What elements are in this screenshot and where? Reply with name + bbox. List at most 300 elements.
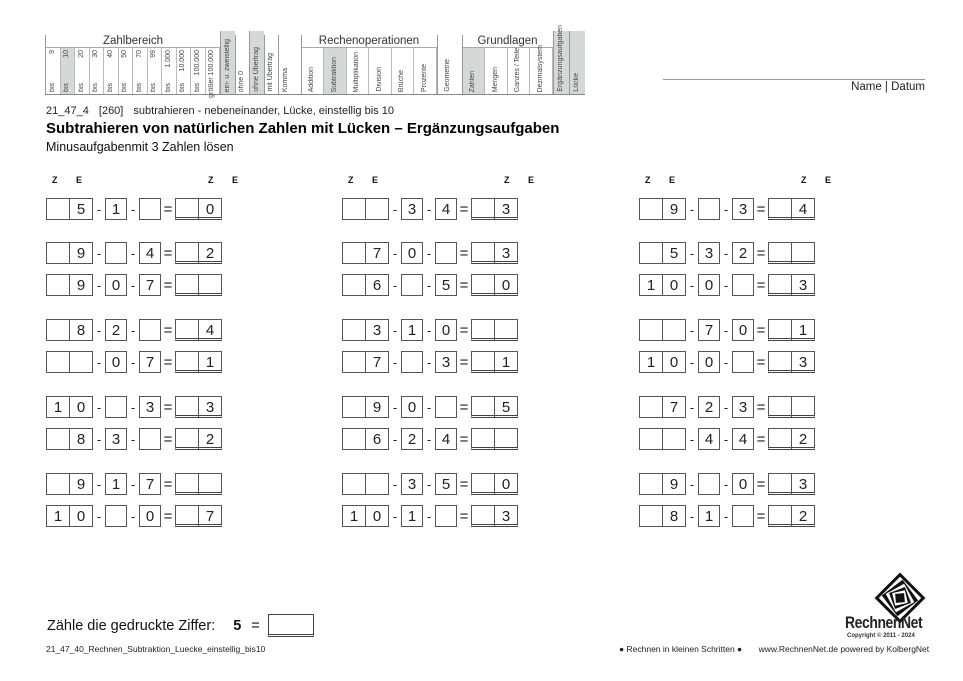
result-box[interactable] <box>471 428 518 450</box>
minuend-box[interactable] <box>639 319 686 341</box>
ones-cell[interactable]: 3 <box>494 243 517 263</box>
ones-cell[interactable]: 0 <box>69 397 92 417</box>
cell-bottom-label: bis <box>63 83 71 92</box>
ones-cell[interactable]: 5 <box>662 243 685 263</box>
result-box[interactable] <box>768 242 815 264</box>
minus-sign: - <box>96 399 102 415</box>
minus-sign: - <box>426 431 432 447</box>
subtrahend-1-box[interactable] <box>401 351 423 373</box>
tens-cell[interactable]: 1 <box>646 353 656 371</box>
minus-sign: - <box>392 322 398 338</box>
result-box[interactable] <box>175 319 222 341</box>
minuend-box[interactable] <box>342 428 389 450</box>
ones-cell[interactable] <box>198 275 221 295</box>
subtrahend-1-box[interactable]: 1 <box>105 198 127 220</box>
column-place-value-header <box>639 172 849 190</box>
cell-top-label: 40 <box>106 50 114 58</box>
tens-cell[interactable] <box>472 474 494 494</box>
minuend-box[interactable] <box>46 428 93 450</box>
tens-cell[interactable] <box>472 506 494 526</box>
cell-rechenoperationen-1 <box>324 48 347 94</box>
cell-zahlbereich-3 <box>90 48 105 94</box>
subtrahend-2-box[interactable]: 0 <box>139 505 161 527</box>
ones-cell[interactable]: 7 <box>365 352 388 372</box>
subtrahend-2-box[interactable]: 4 <box>139 242 161 264</box>
count-task-equals: = <box>251 617 260 634</box>
ones-cell[interactable]: 0 <box>365 506 388 526</box>
tens-cell[interactable] <box>472 397 494 417</box>
exercise-row <box>639 274 815 296</box>
cell-top-label: 30 <box>92 50 100 58</box>
ones-cell[interactable]: 3 <box>791 352 814 372</box>
subtrahend-1-box[interactable] <box>401 274 423 296</box>
category-table <box>45 25 585 98</box>
exercise-row <box>46 473 222 495</box>
subtrahend-2-box[interactable]: 5 <box>435 274 457 296</box>
tens-cell[interactable] <box>343 320 365 340</box>
ones-cell[interactable]: 9 <box>365 397 388 417</box>
result-box[interactable] <box>768 274 815 296</box>
exercise-row <box>639 428 815 450</box>
ones-cell[interactable] <box>69 352 92 372</box>
cell-label: Ganzes / Teile <box>514 47 522 92</box>
minuend-box[interactable] <box>342 505 389 527</box>
tens-cell[interactable] <box>472 320 494 340</box>
minuend-box[interactable] <box>639 198 686 220</box>
tens-cell[interactable] <box>769 199 791 219</box>
minus-sign: - <box>689 476 695 492</box>
minus-sign: - <box>723 399 729 415</box>
place-value-z: Z <box>208 175 214 185</box>
result-box[interactable] <box>471 242 518 264</box>
footer-slogan: ● Rechnen in kleinen Schritten ● <box>619 644 743 654</box>
ones-cell[interactable]: 0 <box>494 275 517 295</box>
result-box[interactable] <box>175 351 222 373</box>
subtrahend-2-box[interactable] <box>435 242 457 264</box>
minus-sign: - <box>392 245 398 261</box>
result-box[interactable] <box>471 198 518 220</box>
result-box[interactable] <box>768 396 815 418</box>
tens-cell[interactable] <box>472 199 494 219</box>
tens-cell[interactable] <box>769 429 791 449</box>
ones-cell[interactable]: 7 <box>198 506 221 526</box>
subtrahend-1-box[interactable]: 3 <box>401 198 423 220</box>
ones-cell[interactable]: 0 <box>494 474 517 494</box>
count-digit-task <box>47 614 314 637</box>
result-box[interactable] <box>768 351 815 373</box>
equals-sign: = <box>756 398 766 416</box>
minuend-box[interactable] <box>342 396 389 418</box>
minus-sign: - <box>392 201 398 217</box>
ones-cell[interactable]: 3 <box>494 506 517 526</box>
tens-cell[interactable] <box>343 397 365 417</box>
ones-cell[interactable] <box>791 397 814 417</box>
tens-cell[interactable] <box>472 429 494 449</box>
minuend-box[interactable] <box>342 274 389 296</box>
result-box[interactable] <box>175 198 222 220</box>
subtrahend-2-box[interactable]: 4 <box>435 198 457 220</box>
ones-cell[interactable]: 8 <box>69 320 92 340</box>
minus-sign: - <box>130 277 136 293</box>
cell-top-label: 10.000 <box>179 50 187 72</box>
cell-bottom-label: bis <box>92 83 100 92</box>
tens-cell[interactable] <box>343 199 365 219</box>
cell-top-label: 1.000 <box>164 50 172 68</box>
subtrahend-1-box[interactable]: 0 <box>105 274 127 296</box>
subtrahend-2-box[interactable]: 4 <box>435 428 457 450</box>
minuend-box[interactable] <box>639 428 686 450</box>
subtrahend-2-box[interactable] <box>732 274 754 296</box>
tens-cell[interactable] <box>640 474 662 494</box>
ones-cell[interactable]: 2 <box>791 429 814 449</box>
subtrahend-1-box[interactable]: 0 <box>401 396 423 418</box>
tens-cell[interactable]: 1 <box>646 276 656 294</box>
cell-bottom-label: bis <box>179 83 187 92</box>
result-box[interactable] <box>175 274 222 296</box>
tens-cell[interactable] <box>47 352 69 372</box>
subtrahend-1-box[interactable]: 2 <box>698 396 720 418</box>
subtrahend-1-box[interactable] <box>698 198 720 220</box>
subtrahend-2-box[interactable] <box>732 351 754 373</box>
minus-sign: - <box>96 201 102 217</box>
tens-cell[interactable] <box>769 275 791 295</box>
result-box[interactable] <box>175 505 222 527</box>
minuend-box[interactable] <box>639 505 686 527</box>
ones-cell[interactable] <box>662 429 685 449</box>
ones-cell[interactable]: 2 <box>791 506 814 526</box>
subtrahend-2-box[interactable]: 7 <box>139 473 161 495</box>
minuend-box[interactable] <box>46 505 93 527</box>
subtrahend-1-box[interactable]: 3 <box>401 473 423 495</box>
minus-sign: - <box>723 245 729 261</box>
ones-cell[interactable]: 6 <box>365 275 388 295</box>
cell-standalone_2-1 <box>569 31 585 94</box>
ones-cell[interactable]: 2 <box>198 243 221 263</box>
ones-cell[interactable]: 0 <box>662 275 685 295</box>
ones-cell[interactable]: 0 <box>69 506 92 526</box>
ones-cell[interactable]: 3 <box>791 474 814 494</box>
equals-sign: = <box>163 353 173 371</box>
minuend-box[interactable] <box>342 242 389 264</box>
subtrahend-2-box[interactable]: 5 <box>435 473 457 495</box>
cell-zahlbereich-8 <box>162 48 177 94</box>
ones-cell[interactable]: 5 <box>69 199 92 219</box>
cell-zahlbereich-5 <box>119 48 134 94</box>
ones-cell[interactable]: 7 <box>662 397 685 417</box>
tens-cell[interactable] <box>343 275 365 295</box>
tens-cell[interactable] <box>47 474 69 494</box>
subtrahend-2-box[interactable] <box>435 396 457 418</box>
exercise-row <box>639 396 815 418</box>
minus-sign: - <box>426 322 432 338</box>
result-box[interactable] <box>471 473 518 495</box>
place-value-z: Z <box>504 175 510 185</box>
tens-cell[interactable] <box>176 243 198 263</box>
subtrahend-1-box[interactable] <box>105 505 127 527</box>
count-answer-box[interactable] <box>268 614 314 637</box>
tens-cell[interactable] <box>769 506 791 526</box>
subtrahend-2-box[interactable]: 3 <box>732 198 754 220</box>
cell-label: ohne Übertrag <box>252 47 260 92</box>
ones-cell[interactable]: 9 <box>69 474 92 494</box>
subtrahend-2-box[interactable] <box>139 428 161 450</box>
tens-cell[interactable] <box>47 275 69 295</box>
subtrahend-1-box[interactable]: 0 <box>698 351 720 373</box>
minuend-box[interactable] <box>639 396 686 418</box>
subtrahend-2-box[interactable]: 0 <box>732 473 754 495</box>
tens-cell[interactable] <box>343 474 365 494</box>
subtrahend-2-box[interactable] <box>139 198 161 220</box>
cell-label: Multiplikation <box>353 51 361 92</box>
ones-cell[interactable] <box>198 474 221 494</box>
cell-top-label: 100.000 <box>193 50 201 76</box>
minus-sign: - <box>96 476 102 492</box>
result-box[interactable] <box>471 319 518 341</box>
ones-cell[interactable] <box>365 474 388 494</box>
minus-sign: - <box>130 399 136 415</box>
ones-cell[interactable]: 3 <box>494 199 517 219</box>
result-box[interactable] <box>471 351 518 373</box>
exercise-row <box>342 319 518 341</box>
equals-sign: = <box>459 475 469 493</box>
minuend-box[interactable] <box>46 396 93 418</box>
tens-cell[interactable] <box>343 243 365 263</box>
minuend-box[interactable] <box>639 351 686 373</box>
ones-cell[interactable]: 1 <box>494 352 517 372</box>
exercise-column-2 <box>342 172 552 532</box>
minuend-box[interactable] <box>46 242 93 264</box>
result-box[interactable] <box>175 396 222 418</box>
result-box[interactable] <box>175 473 222 495</box>
minuend-box[interactable] <box>46 351 93 373</box>
tens-cell[interactable] <box>769 352 791 372</box>
minus-sign: - <box>723 322 729 338</box>
subtrahend-2-box[interactable] <box>435 505 457 527</box>
tens-cell[interactable] <box>472 275 494 295</box>
tens-cell[interactable] <box>640 199 662 219</box>
minuend-box[interactable] <box>342 319 389 341</box>
exercise-row <box>46 242 222 264</box>
tens-cell[interactable]: 1 <box>53 398 63 416</box>
minuend-box[interactable] <box>639 274 686 296</box>
cell-zahlbereich-6 <box>133 48 148 94</box>
minuend-box[interactable] <box>342 473 389 495</box>
result-box[interactable] <box>471 274 518 296</box>
cell-top-label: größer 100.000 <box>208 50 216 98</box>
place-value-e: E <box>825 175 832 185</box>
minuend-box[interactable] <box>639 473 686 495</box>
tens-cell[interactable]: 1 <box>349 507 359 525</box>
subtrahend-2-box[interactable]: 7 <box>139 274 161 296</box>
result-box[interactable] <box>768 473 815 495</box>
cell-label: Addition <box>308 66 316 92</box>
group-rechenoperationen <box>301 35 437 94</box>
tens-cell[interactable] <box>640 506 662 526</box>
equals-sign: = <box>756 321 766 339</box>
ones-cell[interactable] <box>662 320 685 340</box>
subtrahend-1-box[interactable]: 2 <box>401 428 423 450</box>
equals-sign: = <box>459 398 469 416</box>
tens-cell[interactable] <box>472 352 494 372</box>
cell-top-label: 99 <box>150 50 158 58</box>
tens-cell[interactable] <box>640 320 662 340</box>
ones-cell[interactable]: 5 <box>494 397 517 417</box>
subtrahend-1-box[interactable]: 2 <box>105 319 127 341</box>
result-box[interactable] <box>175 242 222 264</box>
cell-zahlbereich-1 <box>61 48 76 94</box>
minus-sign: - <box>130 201 136 217</box>
ones-cell[interactable]: 9 <box>69 243 92 263</box>
subtrahend-1-box[interactable]: 7 <box>698 319 720 341</box>
minuend-box[interactable] <box>639 242 686 264</box>
tens-cell[interactable] <box>472 243 494 263</box>
subtrahend-1-box[interactable]: 1 <box>401 505 423 527</box>
count-task-label: Zähle die gedruckte Ziffer: <box>47 617 216 634</box>
minus-sign: - <box>130 245 136 261</box>
subtrahend-2-box[interactable]: 7 <box>139 351 161 373</box>
minuend-box[interactable] <box>46 274 93 296</box>
result-box[interactable] <box>768 505 815 527</box>
tens-cell[interactable] <box>47 199 69 219</box>
name-date-line[interactable] <box>663 79 925 80</box>
minuend-box[interactable] <box>342 198 389 220</box>
result-box[interactable] <box>471 505 518 527</box>
ones-cell[interactable]: 0 <box>198 199 221 219</box>
ones-cell[interactable]: 1 <box>791 320 814 340</box>
place-value-e: E <box>669 175 676 185</box>
equals-sign: = <box>459 430 469 448</box>
exercise-row <box>639 351 815 373</box>
ones-cell[interactable]: 1 <box>198 352 221 372</box>
ones-cell[interactable]: 8 <box>69 429 92 449</box>
tens-cell[interactable] <box>176 199 198 219</box>
tens-cell[interactable]: 1 <box>53 507 63 525</box>
ones-cell[interactable]: 9 <box>69 275 92 295</box>
tens-cell[interactable] <box>769 397 791 417</box>
exercise-row <box>46 198 222 220</box>
cell-geometrie: Geometrie <box>437 35 459 94</box>
result-box[interactable] <box>768 198 815 220</box>
ones-cell[interactable] <box>365 199 388 219</box>
subtrahend-1-box[interactable]: 3 <box>698 242 720 264</box>
ones-cell[interactable]: 9 <box>662 199 685 219</box>
subtrahend-2-box[interactable] <box>732 505 754 527</box>
subtrahend-2-box[interactable]: 0 <box>435 319 457 341</box>
ones-cell[interactable]: 6 <box>365 429 388 449</box>
ones-cell[interactable] <box>494 320 517 340</box>
ones-cell[interactable]: 3 <box>365 320 388 340</box>
result-box[interactable] <box>768 319 815 341</box>
minuend-box[interactable] <box>342 351 389 373</box>
ones-cell[interactable]: 3 <box>198 397 221 417</box>
tens-cell[interactable] <box>176 429 198 449</box>
tens-cell[interactable] <box>769 320 791 340</box>
exercise-row <box>342 198 518 220</box>
equals-sign: = <box>459 321 469 339</box>
ones-cell[interactable] <box>791 243 814 263</box>
subtrahend-2-box[interactable]: 3 <box>732 396 754 418</box>
subtrahend-1-box[interactable]: 4 <box>698 428 720 450</box>
tens-cell[interactable] <box>769 474 791 494</box>
subtrahend-2-box[interactable]: 0 <box>732 319 754 341</box>
ones-cell[interactable]: 8 <box>662 506 685 526</box>
subtrahend-1-box[interactable]: 1 <box>105 473 127 495</box>
exercise-row <box>46 505 222 527</box>
footer-url: www.RechnenNet.de powered by KolbergNet <box>758 644 930 654</box>
result-box[interactable] <box>768 428 815 450</box>
tens-cell[interactable] <box>176 506 198 526</box>
cell-bottom-label: bis <box>164 83 172 92</box>
minuend-box[interactable] <box>46 473 93 495</box>
tens-cell[interactable] <box>640 429 662 449</box>
tens-cell[interactable] <box>176 275 198 295</box>
minus-sign: - <box>96 245 102 261</box>
equals-sign: = <box>459 507 469 525</box>
minuend-box[interactable] <box>46 319 93 341</box>
cell-label: ein- u. zweistellig <box>223 38 231 92</box>
subtrahend-2-box[interactable]: 2 <box>732 242 754 264</box>
minus-sign: - <box>96 277 102 293</box>
tens-cell[interactable] <box>176 352 198 372</box>
ones-cell[interactable]: 7 <box>365 243 388 263</box>
result-box[interactable] <box>175 428 222 450</box>
subtrahend-2-box[interactable]: 4 <box>732 428 754 450</box>
subtrahend-1-box[interactable] <box>105 396 127 418</box>
equals-sign: = <box>163 430 173 448</box>
subtrahend-1-box[interactable]: 1 <box>401 319 423 341</box>
ones-cell[interactable] <box>494 429 517 449</box>
tens-cell[interactable] <box>176 397 198 417</box>
equals-sign: = <box>459 276 469 294</box>
tens-cell[interactable] <box>769 243 791 263</box>
page-subtitle: Minusaufgabenmit 3 Zahlen lösen <box>46 140 234 154</box>
minus-sign: - <box>689 322 695 338</box>
name-date-label: Name | Datum <box>851 81 925 93</box>
subtrahend-1-box[interactable]: 3 <box>105 428 127 450</box>
tens-cell[interactable] <box>343 429 365 449</box>
exercise-column-1 <box>46 172 256 532</box>
ones-cell[interactable]: 0 <box>662 352 685 372</box>
ones-cell[interactable]: 4 <box>198 320 221 340</box>
result-box[interactable] <box>471 396 518 418</box>
subtrahend-1-box[interactable]: 0 <box>105 351 127 373</box>
subtrahend-1-box[interactable] <box>105 242 127 264</box>
subtrahend-1-box[interactable]: 0 <box>401 242 423 264</box>
ones-cell[interactable]: 9 <box>662 474 685 494</box>
tens-cell[interactable] <box>640 397 662 417</box>
tens-cell[interactable] <box>47 429 69 449</box>
subtrahend-1-box[interactable] <box>698 473 720 495</box>
subtrahend-2-box[interactable]: 3 <box>435 351 457 373</box>
tens-cell[interactable] <box>176 320 198 340</box>
group-title-grundlagen: Grundlagen <box>463 35 553 48</box>
tens-cell[interactable] <box>47 320 69 340</box>
ones-cell[interactable]: 2 <box>198 429 221 449</box>
tens-cell[interactable] <box>640 243 662 263</box>
minus-sign: - <box>723 201 729 217</box>
subtrahend-1-box[interactable]: 0 <box>698 274 720 296</box>
ones-cell[interactable]: 4 <box>791 199 814 219</box>
minuend-box[interactable] <box>46 198 93 220</box>
ones-cell[interactable]: 3 <box>791 275 814 295</box>
subtrahend-2-box[interactable] <box>139 319 161 341</box>
cell-label: Mengen <box>491 66 499 92</box>
tens-cell[interactable] <box>343 352 365 372</box>
subtrahend-2-box[interactable]: 3 <box>139 396 161 418</box>
subtrahend-1-box[interactable]: 1 <box>698 505 720 527</box>
tens-cell[interactable] <box>47 243 69 263</box>
tens-cell[interactable] <box>176 474 198 494</box>
